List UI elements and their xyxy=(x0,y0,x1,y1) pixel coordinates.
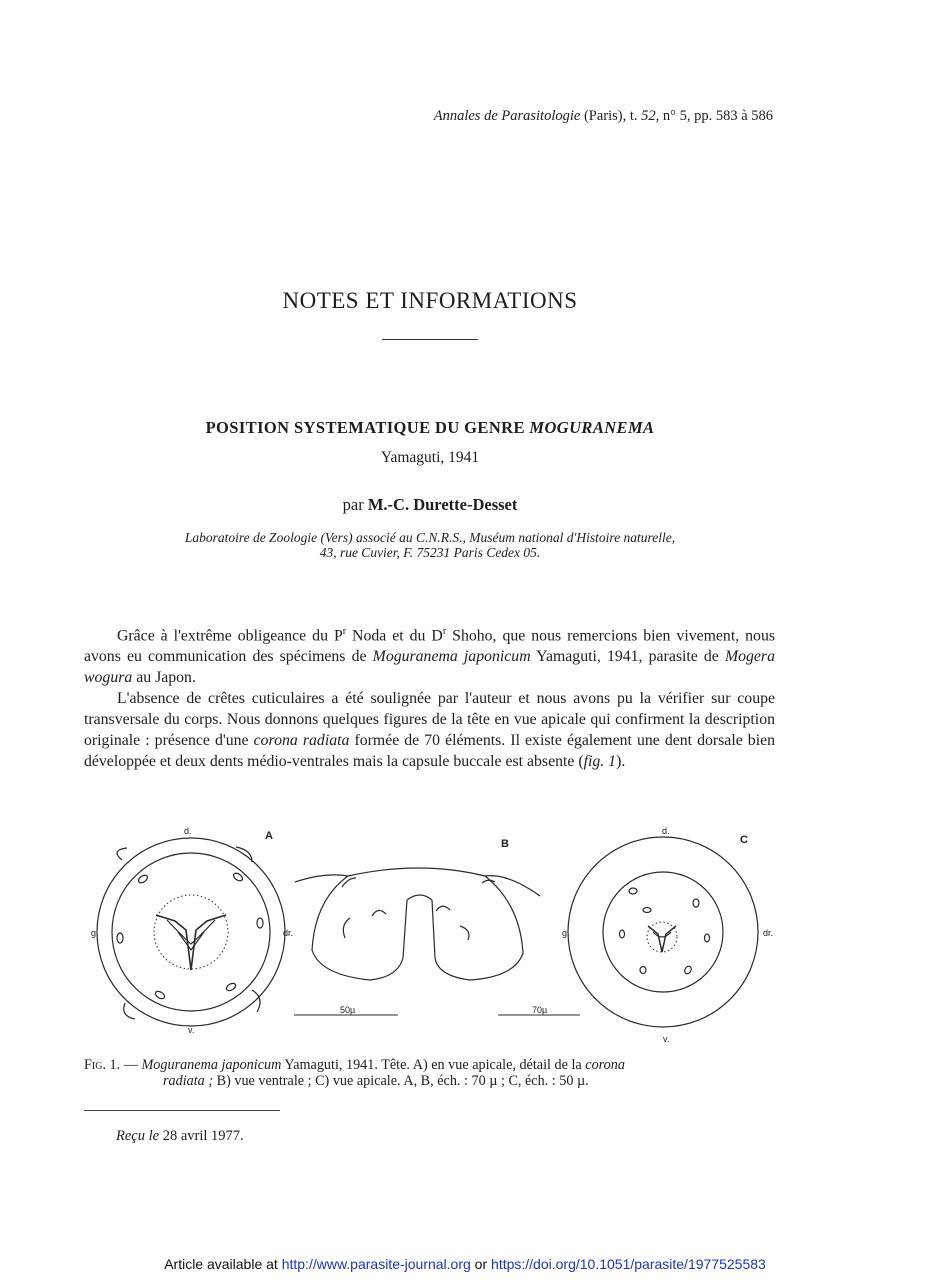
section-divider xyxy=(382,339,478,340)
p2-figure-ref: fig. 1 xyxy=(583,753,617,770)
volume-number: 52, xyxy=(641,108,660,124)
panel-a-drawing xyxy=(97,838,285,1026)
body-paragraph-1 xyxy=(84,621,775,688)
footer-prefix: Article available at xyxy=(164,1256,282,1272)
author-name: M.-C. Durette-Desset xyxy=(367,495,518,514)
panel-c-ventral-label: v. xyxy=(663,1034,670,1044)
p1-species: Moguranema japonicum xyxy=(372,648,531,666)
panel-c-drawing xyxy=(568,837,758,1027)
caption-line-2 xyxy=(84,1073,775,1089)
section-heading: NOTES ET INFORMATIONS xyxy=(282,288,578,313)
received-label: Reçu le xyxy=(116,1128,160,1144)
p1-text-e: au Japon. xyxy=(132,669,196,687)
article-title xyxy=(0,418,860,438)
journal-name: Annales de Parasitologie xyxy=(433,108,581,124)
footer-mid: or xyxy=(470,1256,492,1272)
p1-text-c: Shoho, que nous remercions bien vivement, nous avons eu communication des spécimens de xyxy=(84,627,775,666)
caption-label: Fig. 1. — xyxy=(84,1057,142,1073)
panel-c-scale-label: 70µ xyxy=(532,1005,548,1015)
title-text: POSITION SYSTEMATIQUE DU GENRE xyxy=(205,418,530,437)
panel-c-left-label: g. xyxy=(562,928,570,938)
p1-text-a: Grâce à l'extrême obligeance du P xyxy=(117,627,343,645)
panel-a-ventral-label: v. xyxy=(188,1025,195,1035)
caption-line-1 xyxy=(84,1057,775,1073)
figure-caption xyxy=(84,1057,775,1089)
title-genus: MOGURANEMA xyxy=(529,418,655,437)
p1-text-b: Noda et du D xyxy=(346,627,443,645)
panel-c-right-label: dr. xyxy=(763,928,774,938)
figure-1-drawing xyxy=(80,820,780,1045)
caption-term-2: radiata ; xyxy=(163,1073,214,1089)
p1-sup-1: r xyxy=(342,626,347,637)
author-line xyxy=(0,495,860,515)
panel-a-letter: A xyxy=(265,830,273,842)
panel-b-scale-label: 50µ xyxy=(340,1005,356,1015)
panel-c-letter: C xyxy=(740,834,748,846)
caption-term-1: corona xyxy=(585,1057,625,1073)
panel-c-dorsal-label: d. xyxy=(662,826,670,836)
citation-pages: n° 5, pp. 583 à 586 xyxy=(659,108,773,124)
p2-text-a: L'absence de crêtes cuticulaires a été soulignée par l'auteur et nous avons pu la vérifier sur coupe transversale du corps. Nous donnons quelques figures de la tête en vue apicale qui confirment la description originale : présence d'une xyxy=(84,690,775,749)
panel-b-drawing xyxy=(294,868,580,1015)
p1-text-d: Yamaguti, 1941, parasite de xyxy=(530,648,725,666)
p1-sup-2: r xyxy=(442,626,447,637)
author-prefix: par xyxy=(342,495,368,514)
body-paragraph-2 xyxy=(84,688,775,772)
caption-text-a: Yamaguti, 1941. Tête. A) en vue apicale, détail de la xyxy=(281,1057,586,1073)
p1-host: Mogera wogura xyxy=(84,648,775,687)
panel-a-right-label: dr. xyxy=(283,928,294,938)
doi-link[interactable]: https://doi.org/10.1051/parasite/1977525583 xyxy=(491,1256,766,1272)
p2-term: corona radiata xyxy=(253,732,350,749)
received-value: 28 avril 1977. xyxy=(159,1128,244,1144)
p2-text-c: ). xyxy=(616,753,626,770)
affiliation-line-2: 43, rue Cuvier, F. 75231 Paris Cedex 05. xyxy=(319,545,541,560)
caption-text-b: B) vue ventrale ; C) vue apicale. A, B, éch. : 70 µ ; C, éch. : 50 µ. xyxy=(213,1073,589,1089)
affiliation xyxy=(0,530,860,560)
journal-link[interactable]: http://www.parasite-journal.org xyxy=(281,1256,471,1272)
citation-part: (Paris), t. xyxy=(580,108,642,124)
received-date xyxy=(116,1128,244,1145)
article-subtitle: Yamaguti, 1941 xyxy=(380,449,480,466)
affiliation-line-1: Laboratoire de Zoologie (Vers) associé au C.N.R.S., Muséum national d'Histoire naturelle, xyxy=(184,530,676,545)
panel-a-left-label: g. xyxy=(91,928,99,938)
caption-species: Moguranema japonicum xyxy=(141,1057,282,1073)
availability-footer xyxy=(0,1256,930,1272)
footnote-divider xyxy=(84,1110,280,1111)
panel-a-dorsal-label: d. xyxy=(184,826,192,836)
p2-text-b: formée de 70 éléments. Il existe également une dent dorsale bien développée et deux dents médio-ventrales mais la capsule buccale est absente ( xyxy=(84,732,775,770)
panel-b-letter: B xyxy=(501,838,509,850)
journal-citation xyxy=(434,108,773,125)
